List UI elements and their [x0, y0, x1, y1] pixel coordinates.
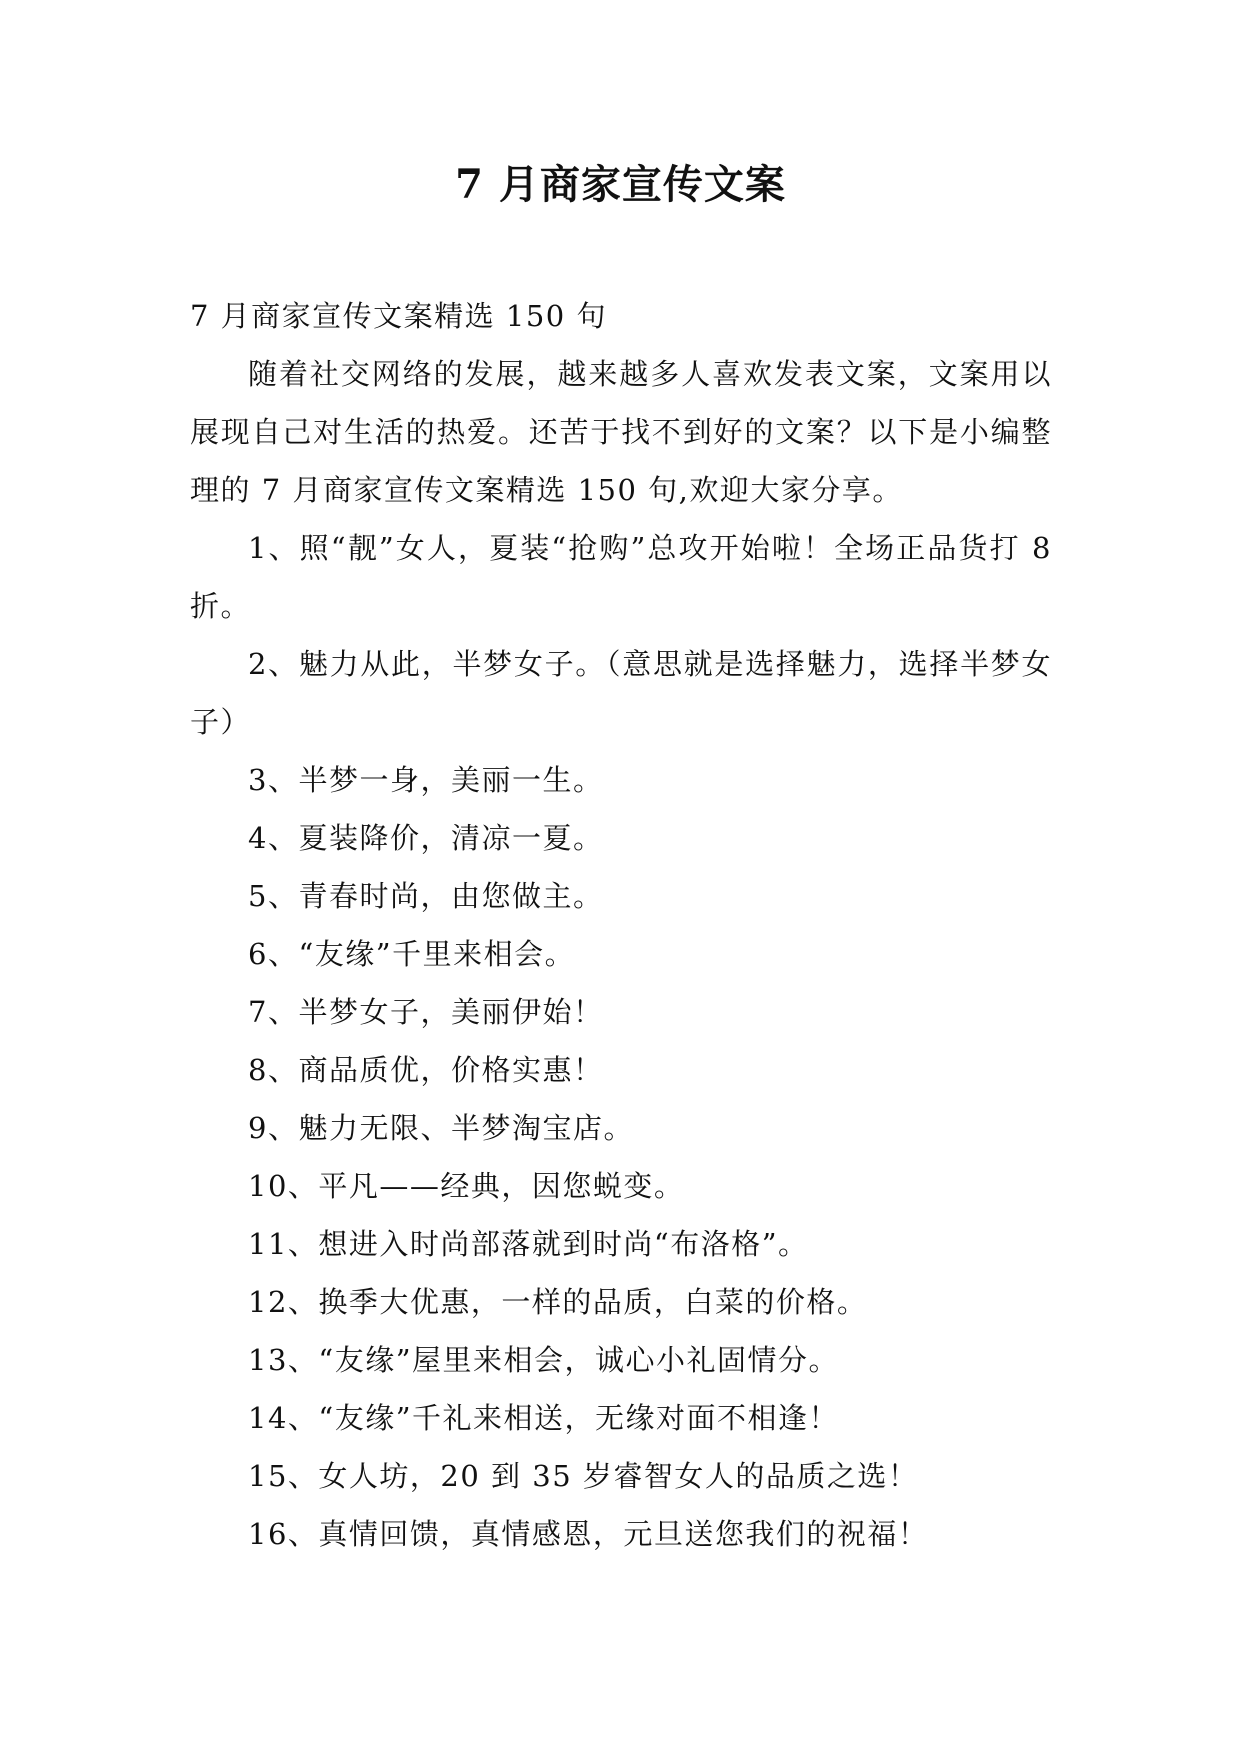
document-subtitle: 7 月商家宣传文案精选 150 句	[190, 299, 607, 333]
document-body	[190, 287, 1052, 1563]
list-item: 4、夏装降价，清凉一夏。	[248, 821, 604, 855]
list-item: 7、半梦女子，美丽伊始！	[248, 995, 604, 1029]
document-title: 7 月商家宣传文案	[455, 161, 786, 208]
list-item: 6、“友缘”千里来相会。	[248, 937, 576, 971]
list-item: 15、女人坊，20 到 35 岁睿智女人的品质之选！	[248, 1459, 919, 1493]
list-item: 10、平凡——经典，因您蜕变。	[248, 1169, 685, 1203]
list-item: 12、换季大优惠，一样的品质，白菜的价格。	[248, 1285, 868, 1319]
list-item: 1、照“靓”女人，夏装“抢购”总攻开始啦！全场正品货打 8 折。	[190, 531, 1052, 623]
list-item: 16、真情回馈，真情感恩，元旦送您我们的祝福！	[248, 1517, 929, 1551]
list-item: 5、青春时尚，由您做主。	[248, 879, 604, 913]
list-item: 9、魅力无限、半梦淘宝店。	[248, 1111, 634, 1145]
list-item: 11、想进入时尚部落就到时尚“布洛格”。	[248, 1227, 809, 1261]
list-item: 2、魅力从此，半梦女子。（意思就是选择魅力，选择半梦女子）	[190, 647, 1052, 739]
list-item: 8、商品质优，价格实惠！	[248, 1053, 604, 1087]
intro-paragraph: 随着社交网络的发展，越来越多人喜欢发表文案，文案用以展现自己对生活的热爱。还苦于找不到好的文案？以下是小编整理的 7 月商家宣传文案精选 150 句,欢迎大家分享。	[190, 357, 1052, 507]
list-item: 3、半梦一身，美丽一生。	[248, 763, 604, 797]
list-item: 14、“友缘”千礼来相送，无缘对面不相逢！	[248, 1401, 840, 1435]
list-item: 13、“友缘”屋里来相会，诚心小礼固情分。	[248, 1343, 840, 1377]
